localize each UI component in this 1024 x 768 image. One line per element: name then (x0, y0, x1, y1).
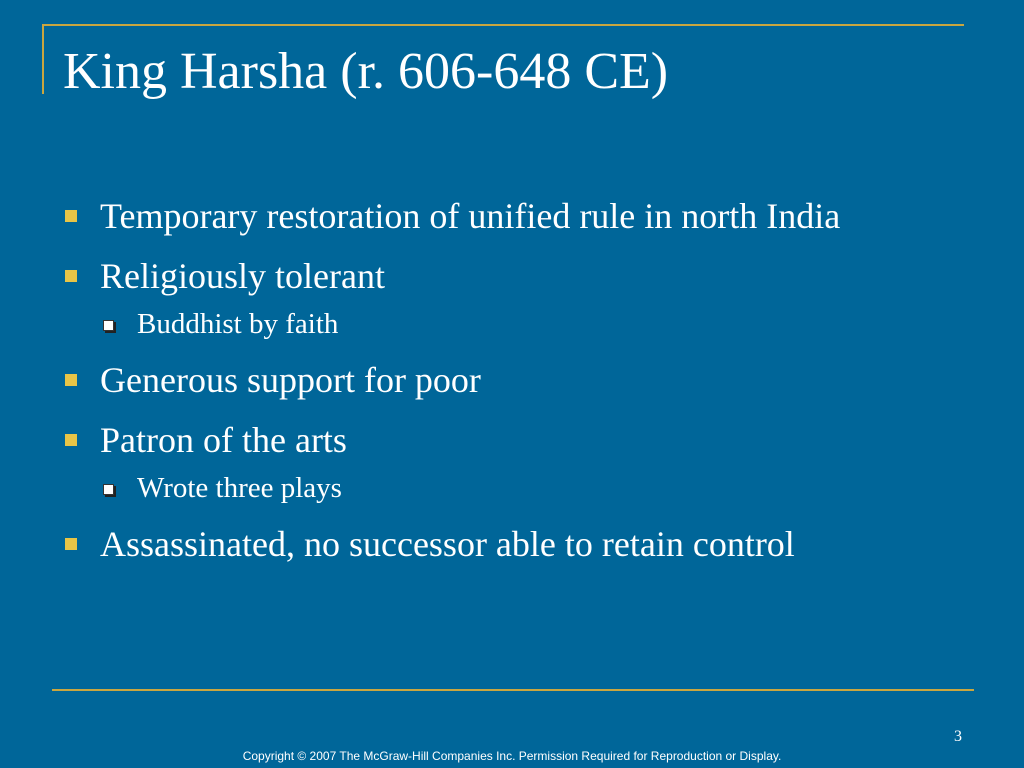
left-rule (42, 24, 44, 94)
bullet-item (62, 354, 942, 406)
bottom-rule (52, 689, 974, 691)
top-rule (42, 24, 964, 26)
hollow-square-bullet-icon (103, 320, 114, 331)
slide-number: 3 (954, 728, 962, 745)
square-bullet-icon (65, 374, 77, 386)
square-bullet-icon (65, 270, 77, 282)
sub-bullet-item (62, 304, 942, 344)
bullet-text: Temporary restoration of unified rule in north India (100, 196, 841, 236)
sub-bullet-text: Buddhist by faith (137, 308, 339, 340)
bullet-list (62, 190, 942, 578)
bullet-text: Generous support for poor (100, 360, 481, 400)
square-bullet-icon (65, 210, 77, 222)
bullet-item (62, 414, 942, 466)
sub-bullet-text: Wrote three plays (137, 472, 342, 504)
slide-title: King Harsha (r. 606-648 CE) (63, 43, 669, 100)
hollow-square-bullet-icon (103, 484, 114, 495)
square-bullet-icon (65, 538, 77, 550)
bullet-item (62, 518, 942, 570)
copyright-notice: Copyright © 2007 The McGraw-Hill Companies Inc. Permission Required for Reproduction or Display. (242, 749, 782, 763)
bullet-item (62, 190, 942, 242)
bullet-item (62, 250, 942, 302)
bullet-text: Patron of the arts (100, 420, 347, 460)
bullet-text: Religiously tolerant (100, 256, 385, 296)
bullet-text: Assassinated, no successor able to retain control (100, 524, 795, 564)
sub-bullet-item (62, 468, 942, 508)
square-bullet-icon (65, 434, 77, 446)
